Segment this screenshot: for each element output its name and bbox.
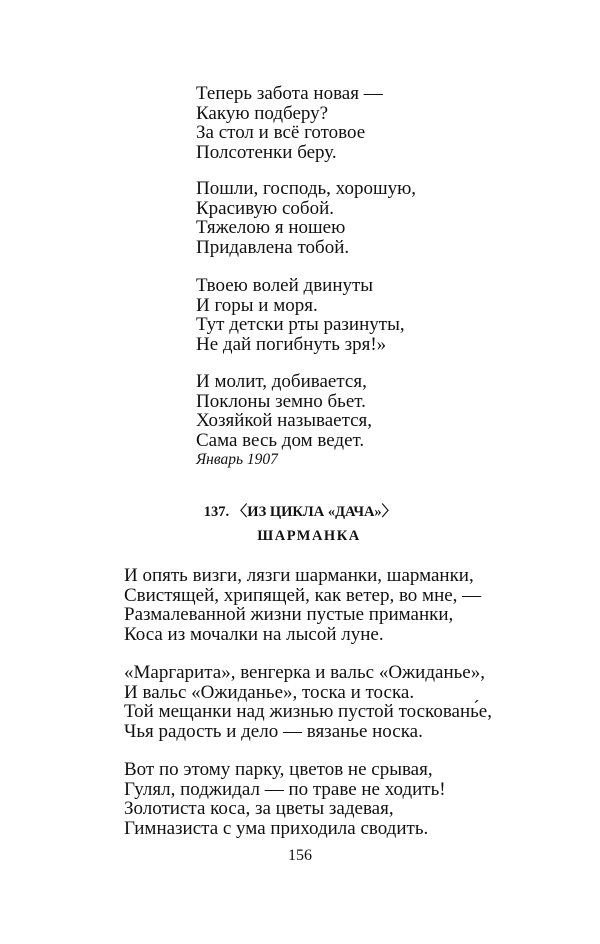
stanza bbox=[124, 566, 481, 644]
verse-line: Поклоны земно бьет. bbox=[196, 390, 366, 412]
verse-line: Хозяйкой называется, bbox=[196, 410, 373, 431]
verse-line: Размалеванной жизни пустые приманки, bbox=[124, 604, 454, 625]
stanza bbox=[196, 179, 416, 257]
verse-line: Той мещанки над жизнью пустой тосковань́е, bbox=[124, 701, 492, 722]
verse-line: И опять визги, лязги шарманки, шарманки, bbox=[124, 565, 474, 586]
poem-heading bbox=[0, 502, 600, 546]
poem-title: ШАРМАНКА bbox=[257, 528, 361, 544]
stanza bbox=[196, 276, 405, 354]
verse-line: Красивую собой. bbox=[196, 197, 334, 219]
verse-line: Не дай погибнуть зря!» bbox=[196, 333, 387, 355]
verse-line: Коса из мочалки на лысой луне. bbox=[124, 623, 384, 645]
poem-number-and-cycle: 137. 〈ИЗ ЦИКЛА «ДАЧА»〉 bbox=[203, 504, 397, 520]
verse-line: За стол и всё готовое bbox=[196, 122, 366, 143]
verse-line: И вальс «Ожиданье», тоска и тоска. bbox=[124, 681, 415, 703]
stanza bbox=[196, 372, 372, 450]
verse-line: Придавлена тобой. bbox=[196, 236, 350, 258]
verse-line: И молит, добивается, bbox=[196, 371, 367, 392]
stanza bbox=[196, 84, 383, 162]
verse-line: Какую подберу? bbox=[196, 102, 329, 124]
stanza bbox=[124, 760, 446, 838]
verse-line: Гулял, поджидал — по траве не ходить! bbox=[124, 778, 446, 800]
verse-line: Свистящей, хрипящей, как ветер, во мне, — bbox=[124, 584, 482, 606]
verse-line: Сама весь дом ведет. bbox=[196, 429, 365, 451]
verse-line: Вот по этому парку, цветов не срывая, bbox=[124, 759, 433, 780]
verse-line: Тут детски рты разинуты, bbox=[196, 314, 405, 335]
verse-line: Теперь забота новая — bbox=[196, 83, 383, 104]
stanza bbox=[124, 663, 492, 741]
verse-line: Твоею волей двинуты bbox=[196, 275, 374, 296]
verse-line: Полсотенки беру. bbox=[196, 141, 337, 163]
verse-line: Чья радость и дело — вязанье носка. bbox=[124, 720, 423, 742]
verse-line: «Маргарита», венгерка и вальс «Ожиданье», bbox=[124, 662, 485, 683]
verse-line: Золотиста коса, за цветы задевая, bbox=[124, 798, 394, 819]
verse-line: И горы и моря. bbox=[196, 294, 318, 316]
verse-line: Гимназиста с ума приходила сводить. bbox=[124, 817, 429, 839]
verse-line: Пошли, господь, хорошую, bbox=[196, 178, 417, 199]
verse-line: Тяжелою я ношею bbox=[196, 217, 346, 238]
page-number: 156 bbox=[288, 847, 312, 864]
poem-date: Январь 1907 bbox=[196, 451, 278, 468]
